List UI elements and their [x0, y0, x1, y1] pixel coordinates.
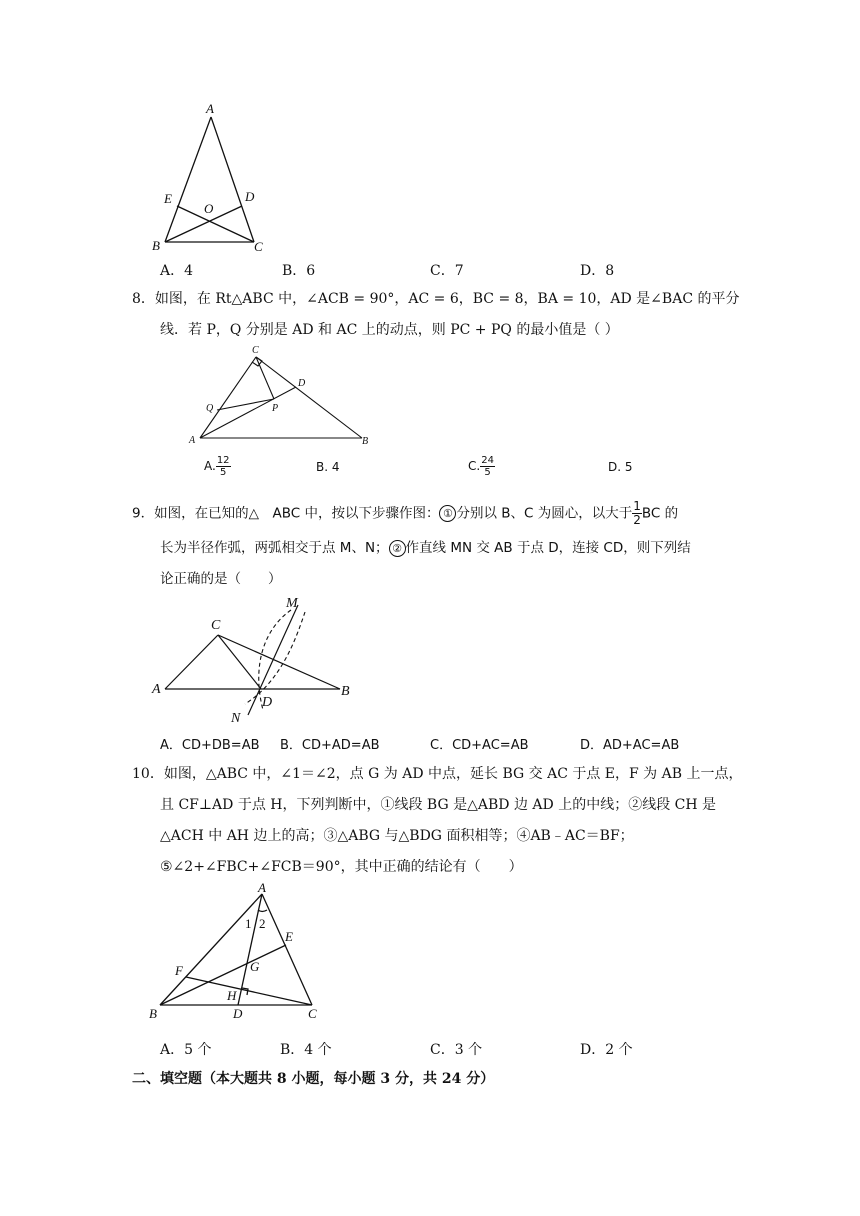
q8-label-c: C: [252, 345, 259, 356]
q8-option-a-fraction: [216, 455, 231, 478]
q7-figure: [140, 95, 280, 260]
q10-label-1: 1: [245, 916, 252, 931]
q8-option-c-prefix: C.: [468, 459, 481, 473]
q7-option-a: A．4: [160, 263, 194, 279]
q8-option-c-fraction: [480, 455, 495, 478]
q10-stem-line3: △ACH 中 AH 边上的高；③△ABG 与△BDG 面积相等；④AB﹣AC＝BF；: [160, 828, 634, 844]
q8-option-b: B. 4: [316, 460, 340, 474]
q10-option-b: B．4 个: [280, 1042, 332, 1058]
q10-stem-line1: 10．如图，△ABC 中，∠1＝∠2，点 G 为 AD 中点，延长 BG 交 AC 于点 E，F 为 AB 上一点，: [132, 766, 743, 782]
q7-label-b: B: [152, 238, 160, 253]
q8-label-d: D: [298, 378, 306, 389]
q9-option-c: C．CD+AC=AB: [430, 738, 529, 753]
q9-stem-line2-b: 作直线 MN 交 AB 于点 D，连接 CD，则下列结: [405, 540, 691, 556]
q9-stem-line1: [132, 500, 678, 527]
q8-option-a-den: 5: [219, 467, 227, 478]
q10-label-d: D: [233, 1006, 243, 1021]
q10-label-c: C: [308, 1006, 317, 1021]
q9-label-a: A: [152, 682, 161, 697]
section2-heading: 二、填空题（本大题共 8 小题，每小题 3 分，共 24 分）: [132, 1071, 495, 1087]
q9-stem-line2: [160, 538, 691, 558]
q8-stem-line1: 8．如图，在 Rt△ABC 中，∠ACB = 90°，AC = 6，BC = 8，BA = 10，AD 是∠BAC 的平分: [132, 291, 740, 307]
q9-option-d: D．AD+AC=AB: [580, 738, 680, 753]
q9-stem-line3: 论正确的是（ ）: [160, 571, 282, 587]
q9-label-b: B: [341, 684, 350, 699]
q9-step1-marker: ①: [439, 505, 456, 522]
q9-half-den: 2: [633, 513, 641, 527]
q9-step2-marker: ②: [389, 540, 406, 557]
q9-stem-line1-c: BC 的: [641, 505, 679, 522]
q9-label-m: M: [286, 596, 298, 611]
q9-half-fraction: [632, 500, 642, 527]
q8-label-b: B: [362, 436, 369, 447]
q9-label-d: D: [262, 695, 273, 710]
q9-stem-line2-a: 长为半径作弧，两弧相交于点 M、N；: [160, 540, 389, 556]
q10-label-g: G: [250, 959, 260, 974]
q7-option-b: B．6: [282, 263, 316, 279]
q10-option-a: A．5 个: [160, 1042, 212, 1058]
q10-label-2: 2: [259, 916, 266, 931]
q7-option-c: C．7: [430, 263, 464, 279]
q10-stem-line4: ⑤∠2+∠FBC+∠FCB＝90°，其中正确的结论有（ ）: [160, 859, 523, 875]
q7-option-d: D．8: [580, 263, 615, 279]
q7-label-o: O: [204, 201, 214, 216]
q10-label-f: F: [175, 963, 183, 978]
q10-option-c: C．3 个: [430, 1042, 483, 1058]
q8-label-q: Q: [206, 403, 214, 414]
q9-stem-line1-b: 分别以 B、C 为圆心，以大于: [456, 505, 633, 522]
q8-figure: [180, 340, 380, 450]
q10-label-b: B: [149, 1006, 157, 1021]
q9-label-c: C: [211, 618, 221, 633]
q10-stem-line2: 且 CF⊥AD 于点 H，下列判断中，①线段 BG 是△ABD 边 AD 上的中线；②线段 CH 是: [160, 797, 717, 813]
q9-option-a: A．CD+DB=AB: [160, 738, 260, 753]
q9-figure: [145, 592, 360, 727]
q8-option-c-den: 5: [484, 467, 491, 478]
q8-option-d: D. 5: [608, 460, 633, 474]
q8-option-a-prefix: A.: [204, 459, 216, 473]
q8-option-a-num: 12: [216, 455, 230, 466]
q7-label-d: D: [245, 189, 255, 204]
q7-label-e: E: [164, 191, 172, 206]
q9-label-n: N: [231, 711, 241, 726]
q7-label-c: C: [254, 239, 263, 254]
q7-label-a: A: [206, 101, 214, 116]
q9-half-num: 1: [633, 499, 641, 513]
q8-label-a: A: [189, 435, 196, 446]
q8-stem-line2: 线．若 P，Q 分别是 AD 和 AC 上的动点，则 PC + PQ 的最小值是（ ）: [160, 322, 619, 338]
q9-option-b: B．CD+AD=AB: [280, 738, 380, 753]
q8-option-c: [468, 455, 495, 478]
q10-figure: [140, 880, 340, 1025]
q10-option-d: D．2 个: [580, 1042, 633, 1058]
q10-label-a: A: [258, 880, 266, 895]
q8-label-p: P: [272, 403, 279, 414]
q8-option-a: [204, 455, 231, 478]
q9-stem-line1-a: 9．如图，在已知的△ ABC 中，按以下步骤作图：: [132, 505, 440, 522]
q10-label-h: H: [227, 988, 237, 1003]
q10-label-e: E: [285, 929, 293, 944]
q8-option-c-num: 24: [481, 455, 494, 466]
